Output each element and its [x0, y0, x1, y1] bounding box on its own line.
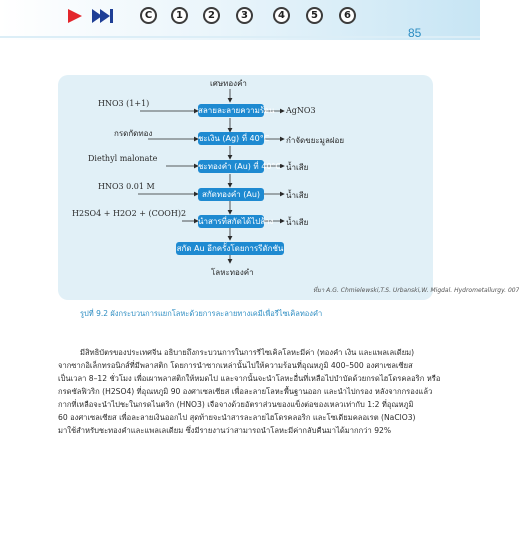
play-icon[interactable]: [68, 9, 82, 23]
flowchart-figure: [58, 75, 519, 300]
output-wastewater-1: น้ำเสีย: [286, 163, 309, 172]
figure-source: ที่มา A.G. Chmielewski,T.S. Urbanski,W. Migdal. Hydrometallurgy. 007: [313, 287, 519, 294]
page-number: 85: [408, 26, 422, 40]
node-heat-dissolve: สลายละลายความร้อน: [198, 106, 275, 115]
body-paragraph: [58, 346, 441, 437]
nav-step-6[interactable]: 6: [339, 7, 356, 24]
node-reduction: สกัด Au อีกครั้งโดยการรีดักชัน: [176, 244, 284, 253]
input-diethyl-malonate: Diethyl malonate: [88, 154, 158, 163]
input-hno3-dilute: HNO3 0.01 M: [98, 182, 155, 191]
paragraph-line: กรดซัลฟิวริก (H2SO4) ที่อุณหภูมิ 90 องศาเซลเซียส เพื่อละลายโลหะพื้นฐานออก และนำไปกรอง หลังจากกรองแล้ว: [58, 387, 433, 396]
node-leach-gold: ชะทองคำ (Au) ที่ 40°C: [198, 162, 282, 171]
fast-forward-icon-part: [100, 9, 110, 23]
input-hno3-1-1: HNO3 (1+1): [98, 99, 150, 108]
node-gold-metal: โลหะทองคำ: [211, 268, 254, 277]
output-wastewater-3: น้ำเสีย: [286, 218, 309, 227]
output-waste-disposal: กำจัดขยะมูลฝอย: [286, 136, 345, 145]
figure-caption: รูปที่ 9.2 ผังกระบวนการแยกโลหะด้วยการละลายทางเคมีเพื่อรีไซเคิลทองคำ: [80, 309, 323, 318]
node-gold-scrap: เศษทองคำ: [210, 79, 247, 88]
paragraph-line: 60 องศาเซลเซียส เพื่อละลายเงินออกไป สุดท้ายจะนำสารละลายไฮโดรคลอริก และโซเดียมคลอเรต (NaClO3): [58, 413, 416, 422]
nav-step-c[interactable]: C: [140, 7, 157, 24]
paragraph-line: มาใช้สำหรับชะทองคำและแพลเลเดียม ซึ่งมีรายงานว่าสามารถนำโลหะมีค่ากลับคืนมาได้มากกว่า 92%: [58, 426, 392, 435]
skip-end-icon: [110, 9, 113, 23]
nav-step-2[interactable]: 2: [203, 7, 220, 24]
paragraph-line: จากซากอิเล็กทรอนิกส์ที่มีพลาสติก โดยการนำซากเหล่านั้นไปให้ความร้อนที่อุณหภูมิ 400–500 องศาเซลเซียส: [58, 361, 413, 370]
paragraph-line: เป็นเวลา 8–12 ชั่วโมง เพื่อเผาพลาสติกให้หมดไป และจากนั้นจะนำโลหะอื่นที่เหลือไปบำบัดด้วยกรดไฮโดรคลอริก หรือ: [58, 374, 441, 383]
node-extract-gold: สกัดทองคำ (Au): [198, 188, 264, 201]
node-wash: นำสารที่สกัดได้ไปล้าง: [198, 217, 274, 226]
paragraph-line: มีสิทธิบัตรของประเทศจีน อธิบายถึงกระบวนการในการรีไซเคิลโลหะมีค่า (ทองคำ เงิน และแพลเลเดียม): [80, 348, 415, 357]
nav-step-3[interactable]: 3: [236, 7, 253, 24]
paragraph-line: กากที่เหลือจะนำไปชะในกรดไนตริก (HNO3) เจือจางด้วยอัตราส่วนของแข็งต่อของเหลวเท่ากับ 1:2 ที่อุณหภูมิ: [58, 400, 414, 409]
input-aqua-regia: กรดกัดทอง: [114, 129, 153, 138]
nav-step-4[interactable]: 4: [273, 7, 290, 24]
output-wastewater-2: น้ำเสีย: [286, 191, 309, 200]
node-leach-silver: ชะเงิน (Ag) ที่ 40°C: [198, 134, 270, 143]
input-wash-acids: H2SO4 + H2O2 + (COOH)2: [72, 209, 187, 218]
nav-step-5[interactable]: 5: [306, 7, 323, 24]
nav-step-1[interactable]: 1: [171, 7, 188, 24]
output-agno3: AgNO3: [286, 106, 316, 115]
